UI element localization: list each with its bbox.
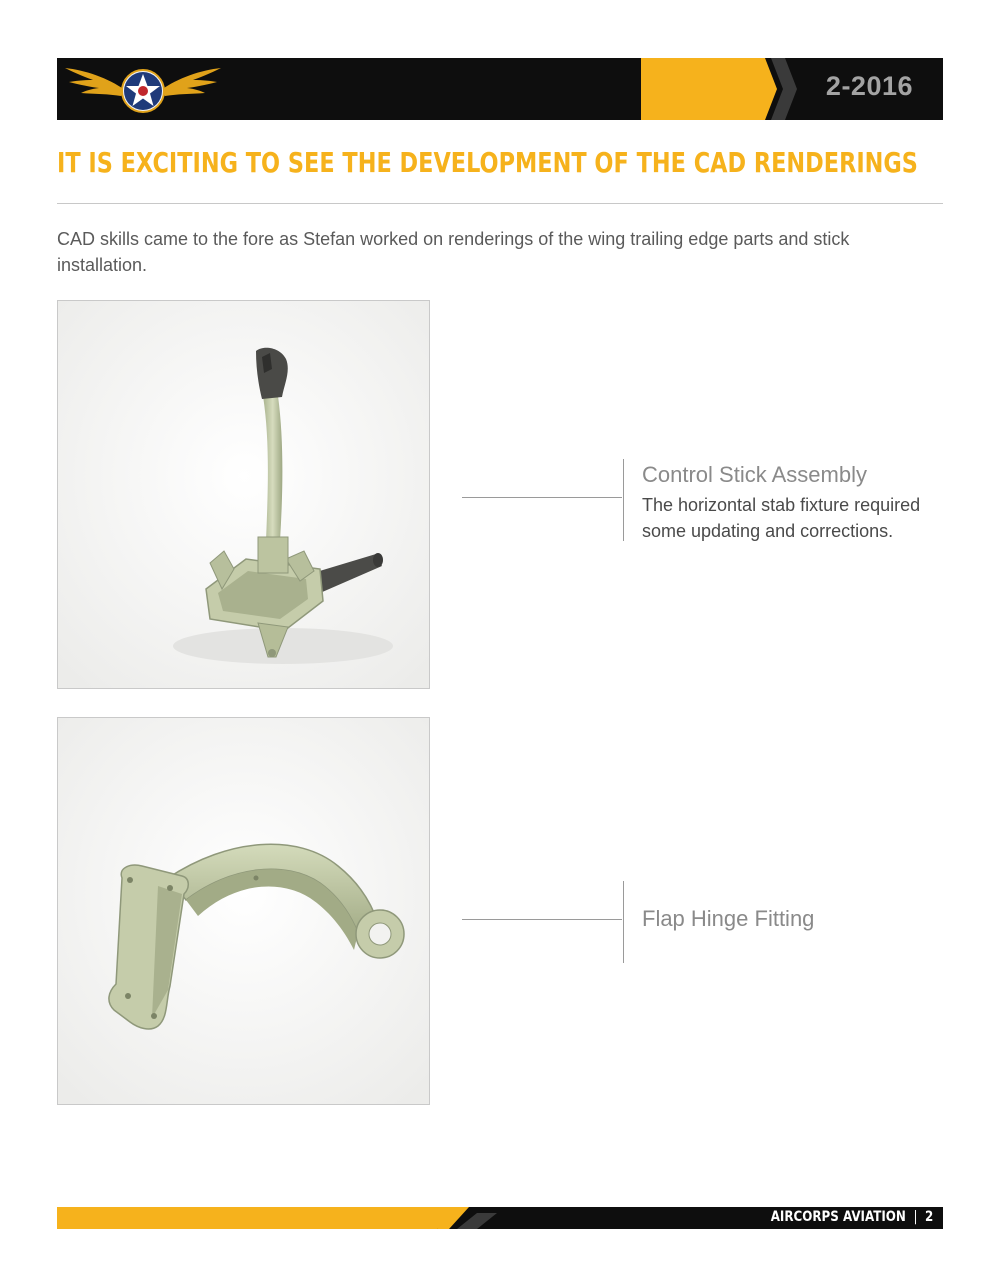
publisher-name: AIRCORPS AVIATION — [770, 1209, 906, 1225]
figure-caption-body: The horizontal stab fixture required some updating and corrections. — [642, 495, 921, 541]
issue-date: 2-2016 — [825, 71, 913, 101]
figure-caption-title: Control Stick Assembly — [642, 462, 867, 487]
caption-leader-line — [462, 497, 622, 498]
title-divider — [57, 203, 943, 204]
footer-label — [770, 1209, 933, 1225]
page-title: IT IS EXCITING TO SEE THE DEVELOPMENT OF THE CAD RENDERINGS — [57, 146, 918, 179]
header-bar — [57, 58, 943, 120]
winged-star-roundel-icon — [63, 60, 223, 118]
footer-separator: | — [913, 1209, 918, 1225]
intro-paragraph: CAD skills came to the fore as Stefan worked on renderings of the wing trailing edge parts and stick installation. — [57, 229, 850, 275]
page-number: 2 — [924, 1209, 933, 1225]
caption-bracket — [623, 881, 624, 963]
figure-caption-title: Flap Hinge Fitting — [642, 906, 815, 931]
control-stick-rendering — [57, 300, 430, 689]
caption-leader-line — [462, 919, 622, 920]
footer-bar — [57, 1207, 943, 1229]
flap-hinge-rendering — [57, 717, 430, 1105]
caption-bracket — [623, 459, 624, 541]
